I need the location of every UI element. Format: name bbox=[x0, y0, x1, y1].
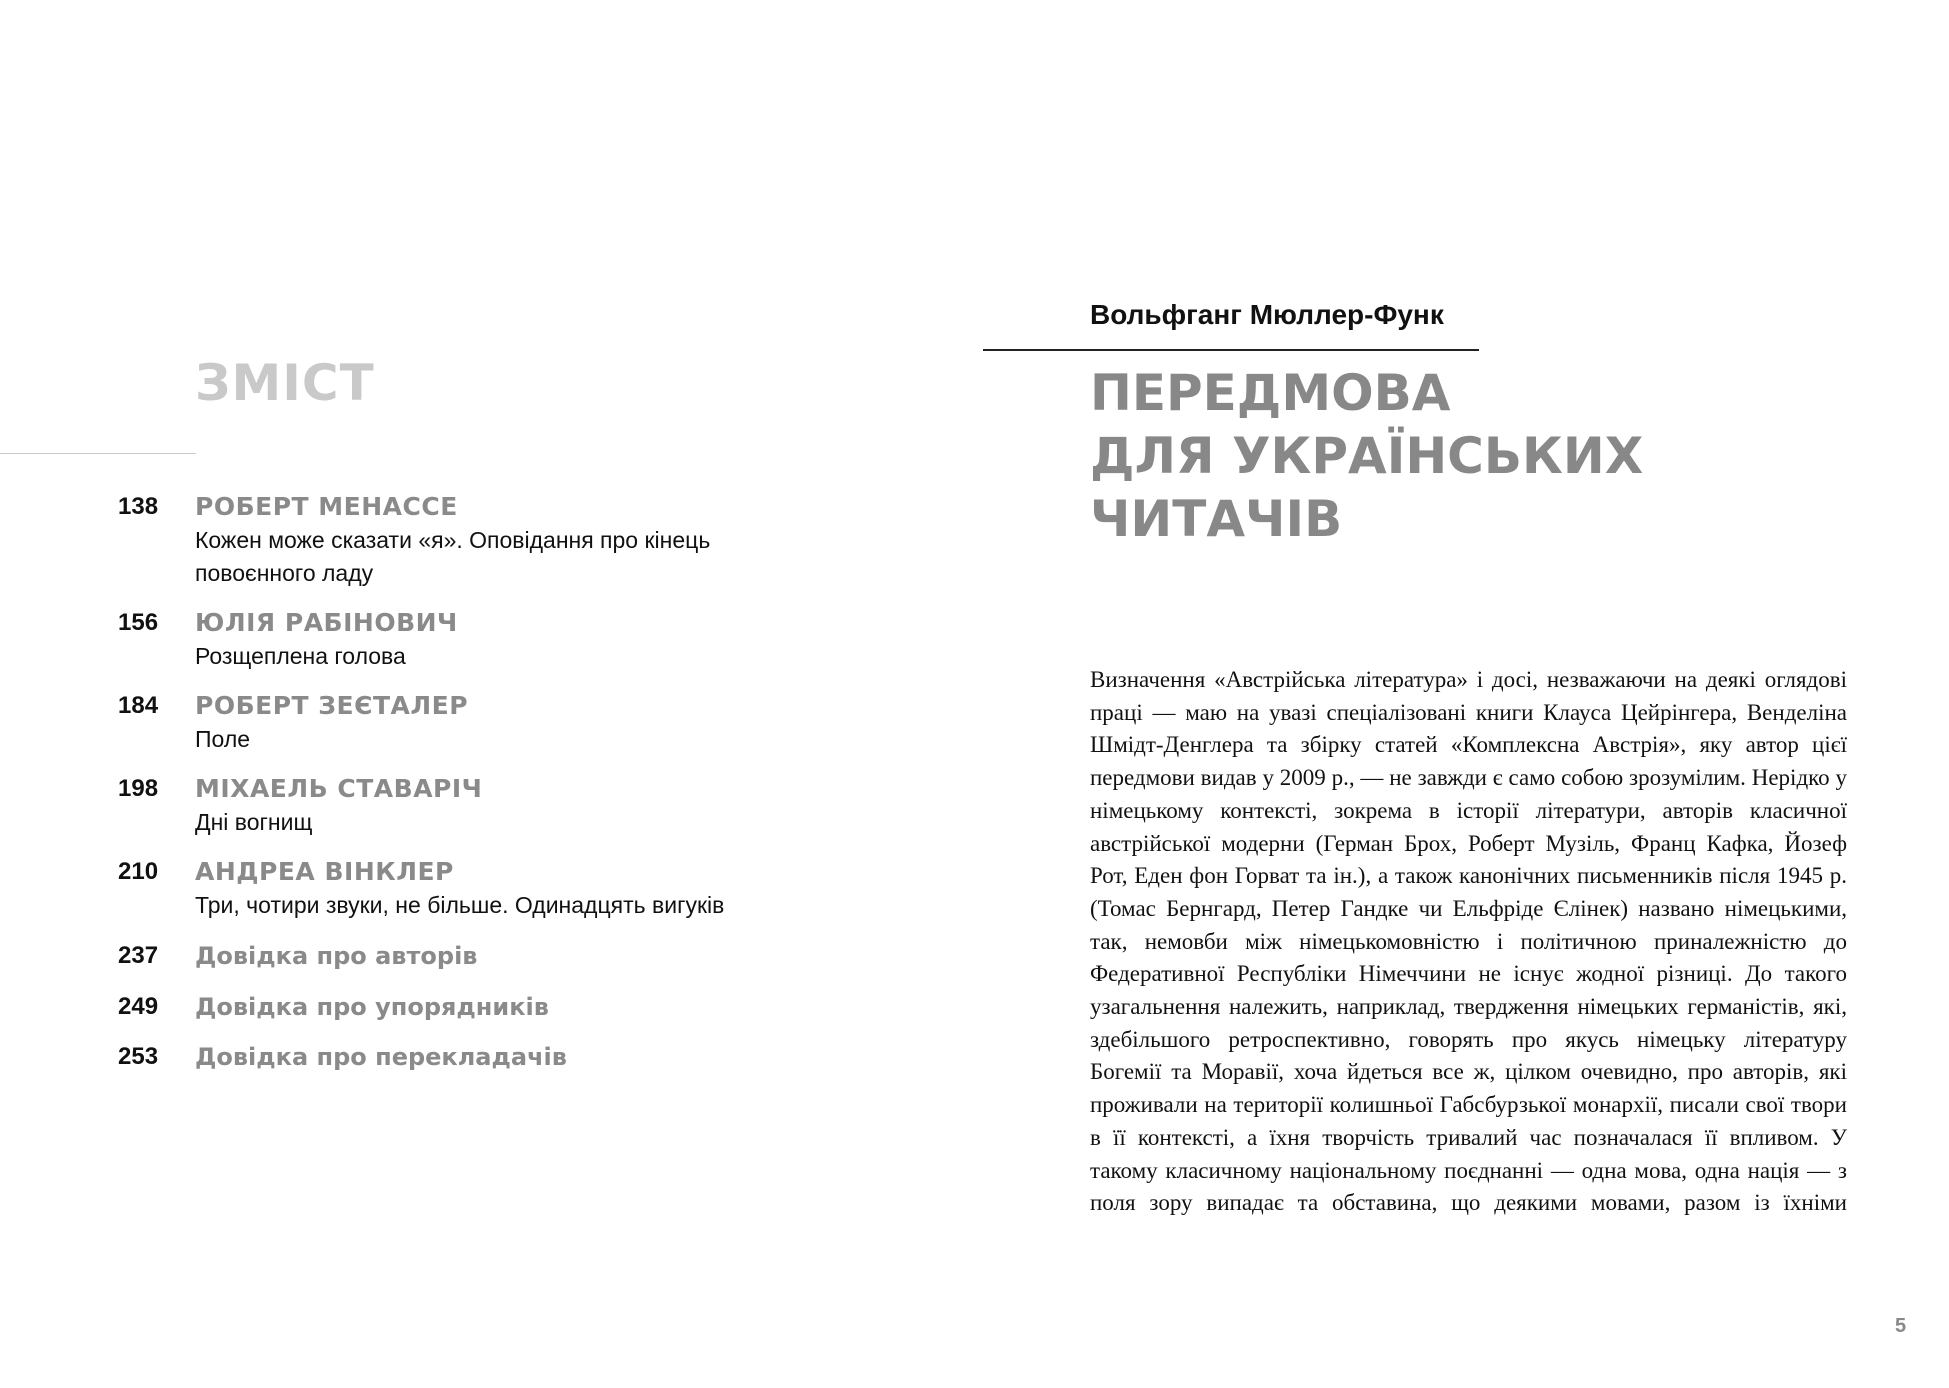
toc-reference-label: Довідка про авторів bbox=[195, 942, 478, 970]
toc-page-number: 156 bbox=[118, 609, 159, 636]
toc-title: ЗМІСТ bbox=[195, 354, 375, 412]
page-number: 5 bbox=[1895, 1315, 1907, 1337]
article-author: Вольфганг Мюллер-Функ bbox=[1090, 299, 1444, 330]
toc-page-number: 198 bbox=[118, 775, 159, 802]
article-title bbox=[1090, 362, 1790, 551]
toc-page-number: 237 bbox=[118, 942, 159, 969]
toc-page-number: 138 bbox=[118, 493, 159, 520]
toc-work-title: Три, чотири звуки, не більше. Одинадцять вигуків bbox=[195, 892, 725, 918]
toc-work-title: Поле bbox=[195, 726, 251, 752]
toc-page-number: 249 bbox=[118, 993, 159, 1020]
toc-author: РОБЕРТ МЕНАССЕ bbox=[195, 492, 458, 521]
toc-page-number: 210 bbox=[118, 858, 159, 885]
toc-reference-label: Довідка про упорядників bbox=[195, 993, 549, 1021]
article-body: Визначення «Австрійська література» і досі, незважаючи на деякі оглядові праці — маю на увазі спеціалізовані книги Клауса Цейрінгера, Венделіна Шмідт-Денглера та збірку статей «Комплексна Австрія», яку автор цієї передмови видав у 2009 р., — не завжди є само собою зрозумілим. Нерідко у німецькому контексті, зокрема в історії літератури, авторів класичної австрійської модерни (Герман Брох, Роберт Музіль, Франц Кафка, Йозеф Рот, Еден фон Горват та ін.), а також канонічних письменників після 1945 р. (Томас Бернгард, Петер Гандке чи Ельфріде Єлінек) названо німецькими, так, немовби між німецькомовністю і політичною приналежністю до Федеративної Республіки Німеччини не існує жодної різниці. До такого узагальнення належить, наприклад, твердження німецьких германістів, які, здебільшого ретроспективно, говорять про якусь німецьку літературу Богемії та Моравії, хоча йдеться все ж, цілком очевидно, про авторів, які проживали на території колишньої Габсбурзької монархії, писали свої твори в її контексті, а їхня творчість тривалий час позначалася її впливом. У такому класичному національному поєднанні — одна мова, одна нація — з поля зору випадає та обставина, що деякими мовами, разом із їхніми bbox=[1090, 667, 1847, 1216]
toc-author: АНДРЕА ВІНКЛЕР bbox=[195, 857, 454, 886]
author-divider bbox=[983, 349, 1479, 351]
article-title-line: ДЛЯ УКРАЇНСЬКИХ bbox=[1090, 427, 1644, 485]
toc-work-title: Дні вогнищ bbox=[195, 809, 313, 835]
toc-work-title: Розщеплена голова bbox=[195, 643, 406, 669]
toc-author: МІХАЕЛЬ СТАВАРІЧ bbox=[195, 774, 483, 803]
toc-work-title: Кожен може сказати «я». Оповідання про кінець повоєнного ладу bbox=[195, 527, 711, 586]
toc-divider bbox=[0, 453, 196, 454]
toc-page-number: 184 bbox=[118, 692, 159, 719]
toc-author: ЮЛІЯ РАБІНОВИЧ bbox=[195, 608, 458, 637]
toc-reference-label: Довідка про перекладачів bbox=[195, 1043, 567, 1071]
article-title-line: ПЕРЕДМОВА bbox=[1090, 364, 1451, 422]
toc-author: РОБЕРТ ЗЕЄТАЛЕР bbox=[195, 691, 469, 720]
toc-page-number: 253 bbox=[118, 1043, 159, 1070]
article-title-line: ЧИТАЧІВ bbox=[1090, 490, 1343, 548]
